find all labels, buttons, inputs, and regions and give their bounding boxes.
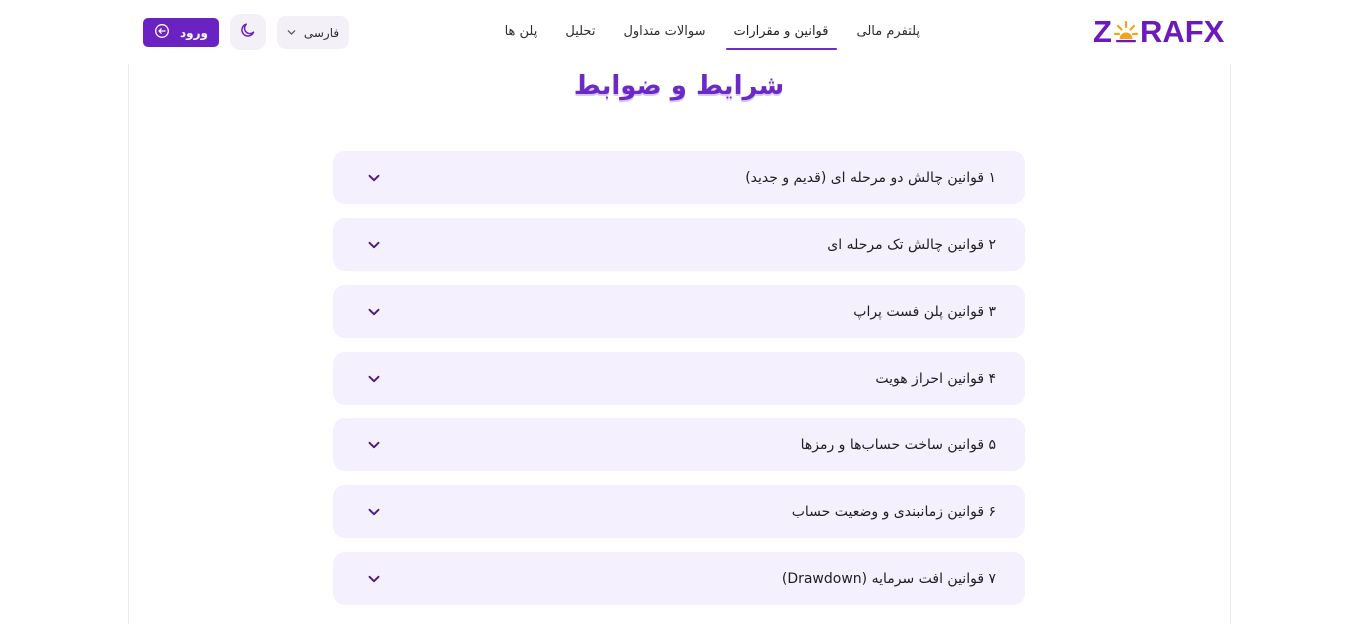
accordion-item-4[interactable]: [333, 352, 1025, 405]
accordion-item-2[interactable]: [333, 218, 1025, 271]
accordion-item-3[interactable]: [333, 285, 1025, 338]
chevron-down-icon: [366, 437, 382, 453]
zorafx-logo[interactable]: [1093, 16, 1224, 48]
top-header: [0, 0, 1358, 64]
login-label: ورود: [180, 25, 208, 40]
nav-item-analysis[interactable]: تحلیل: [565, 24, 596, 39]
accordion-item-label: ۳ قوانین پلن فست پراپ: [853, 303, 996, 320]
theme-toggle-button[interactable]: [230, 14, 266, 50]
login-button[interactable]: [143, 18, 219, 47]
chevron-down-icon: [366, 504, 382, 520]
accordion-item-1[interactable]: [333, 151, 1025, 204]
accordion-item-label: ۵ قوانین ساخت حساب‌ها و رمزها: [800, 436, 996, 453]
logo-text-right: RAFX: [1139, 14, 1225, 49]
chevron-down-icon: [366, 170, 382, 186]
language-label: فارسی: [303, 25, 340, 40]
sun-icon: [1113, 19, 1139, 45]
accordion-item-label: ۴ قوانین احراز هویت: [875, 370, 996, 387]
accordion-item-label: ۱ قوانین چالش دو مرحله ای (قدیم و جدید): [745, 169, 996, 186]
accordion-item-6[interactable]: [333, 485, 1025, 538]
logo-text-left: Z: [1093, 14, 1112, 49]
main-nav: [491, 14, 934, 50]
language-select[interactable]: [277, 16, 349, 49]
nav-item-financial-platform[interactable]: پلتفرم مالی: [856, 24, 920, 39]
chevron-down-icon: [287, 26, 296, 40]
nav-item-rules[interactable]: قوانین و مقرارات: [720, 15, 843, 49]
page-title: شرایط و ضوابط: [573, 71, 785, 101]
accordion-item-label: ۶ قوانین زمانبندی و وضعیت حساب: [791, 503, 996, 520]
accordion-item-label: ۲ قوانین چالش تک مرحله ای: [827, 236, 996, 253]
accordion-item-5[interactable]: [333, 418, 1025, 471]
chevron-down-icon: [366, 371, 382, 387]
chevron-down-icon: [366, 237, 382, 253]
chevron-down-icon: [366, 304, 382, 320]
nav-item-plans[interactable]: پلن ها: [504, 24, 538, 39]
chevron-down-icon: [366, 571, 382, 587]
moon-icon: [240, 22, 256, 42]
nav-item-faq[interactable]: سوالات متداول: [623, 24, 706, 39]
login-icon: [154, 23, 170, 42]
content-panel: [128, 64, 1231, 624]
accordion-item-7[interactable]: [333, 552, 1025, 605]
accordion-item-label: ۷ قوانین افت سرمایه (Drawdown): [781, 570, 996, 587]
